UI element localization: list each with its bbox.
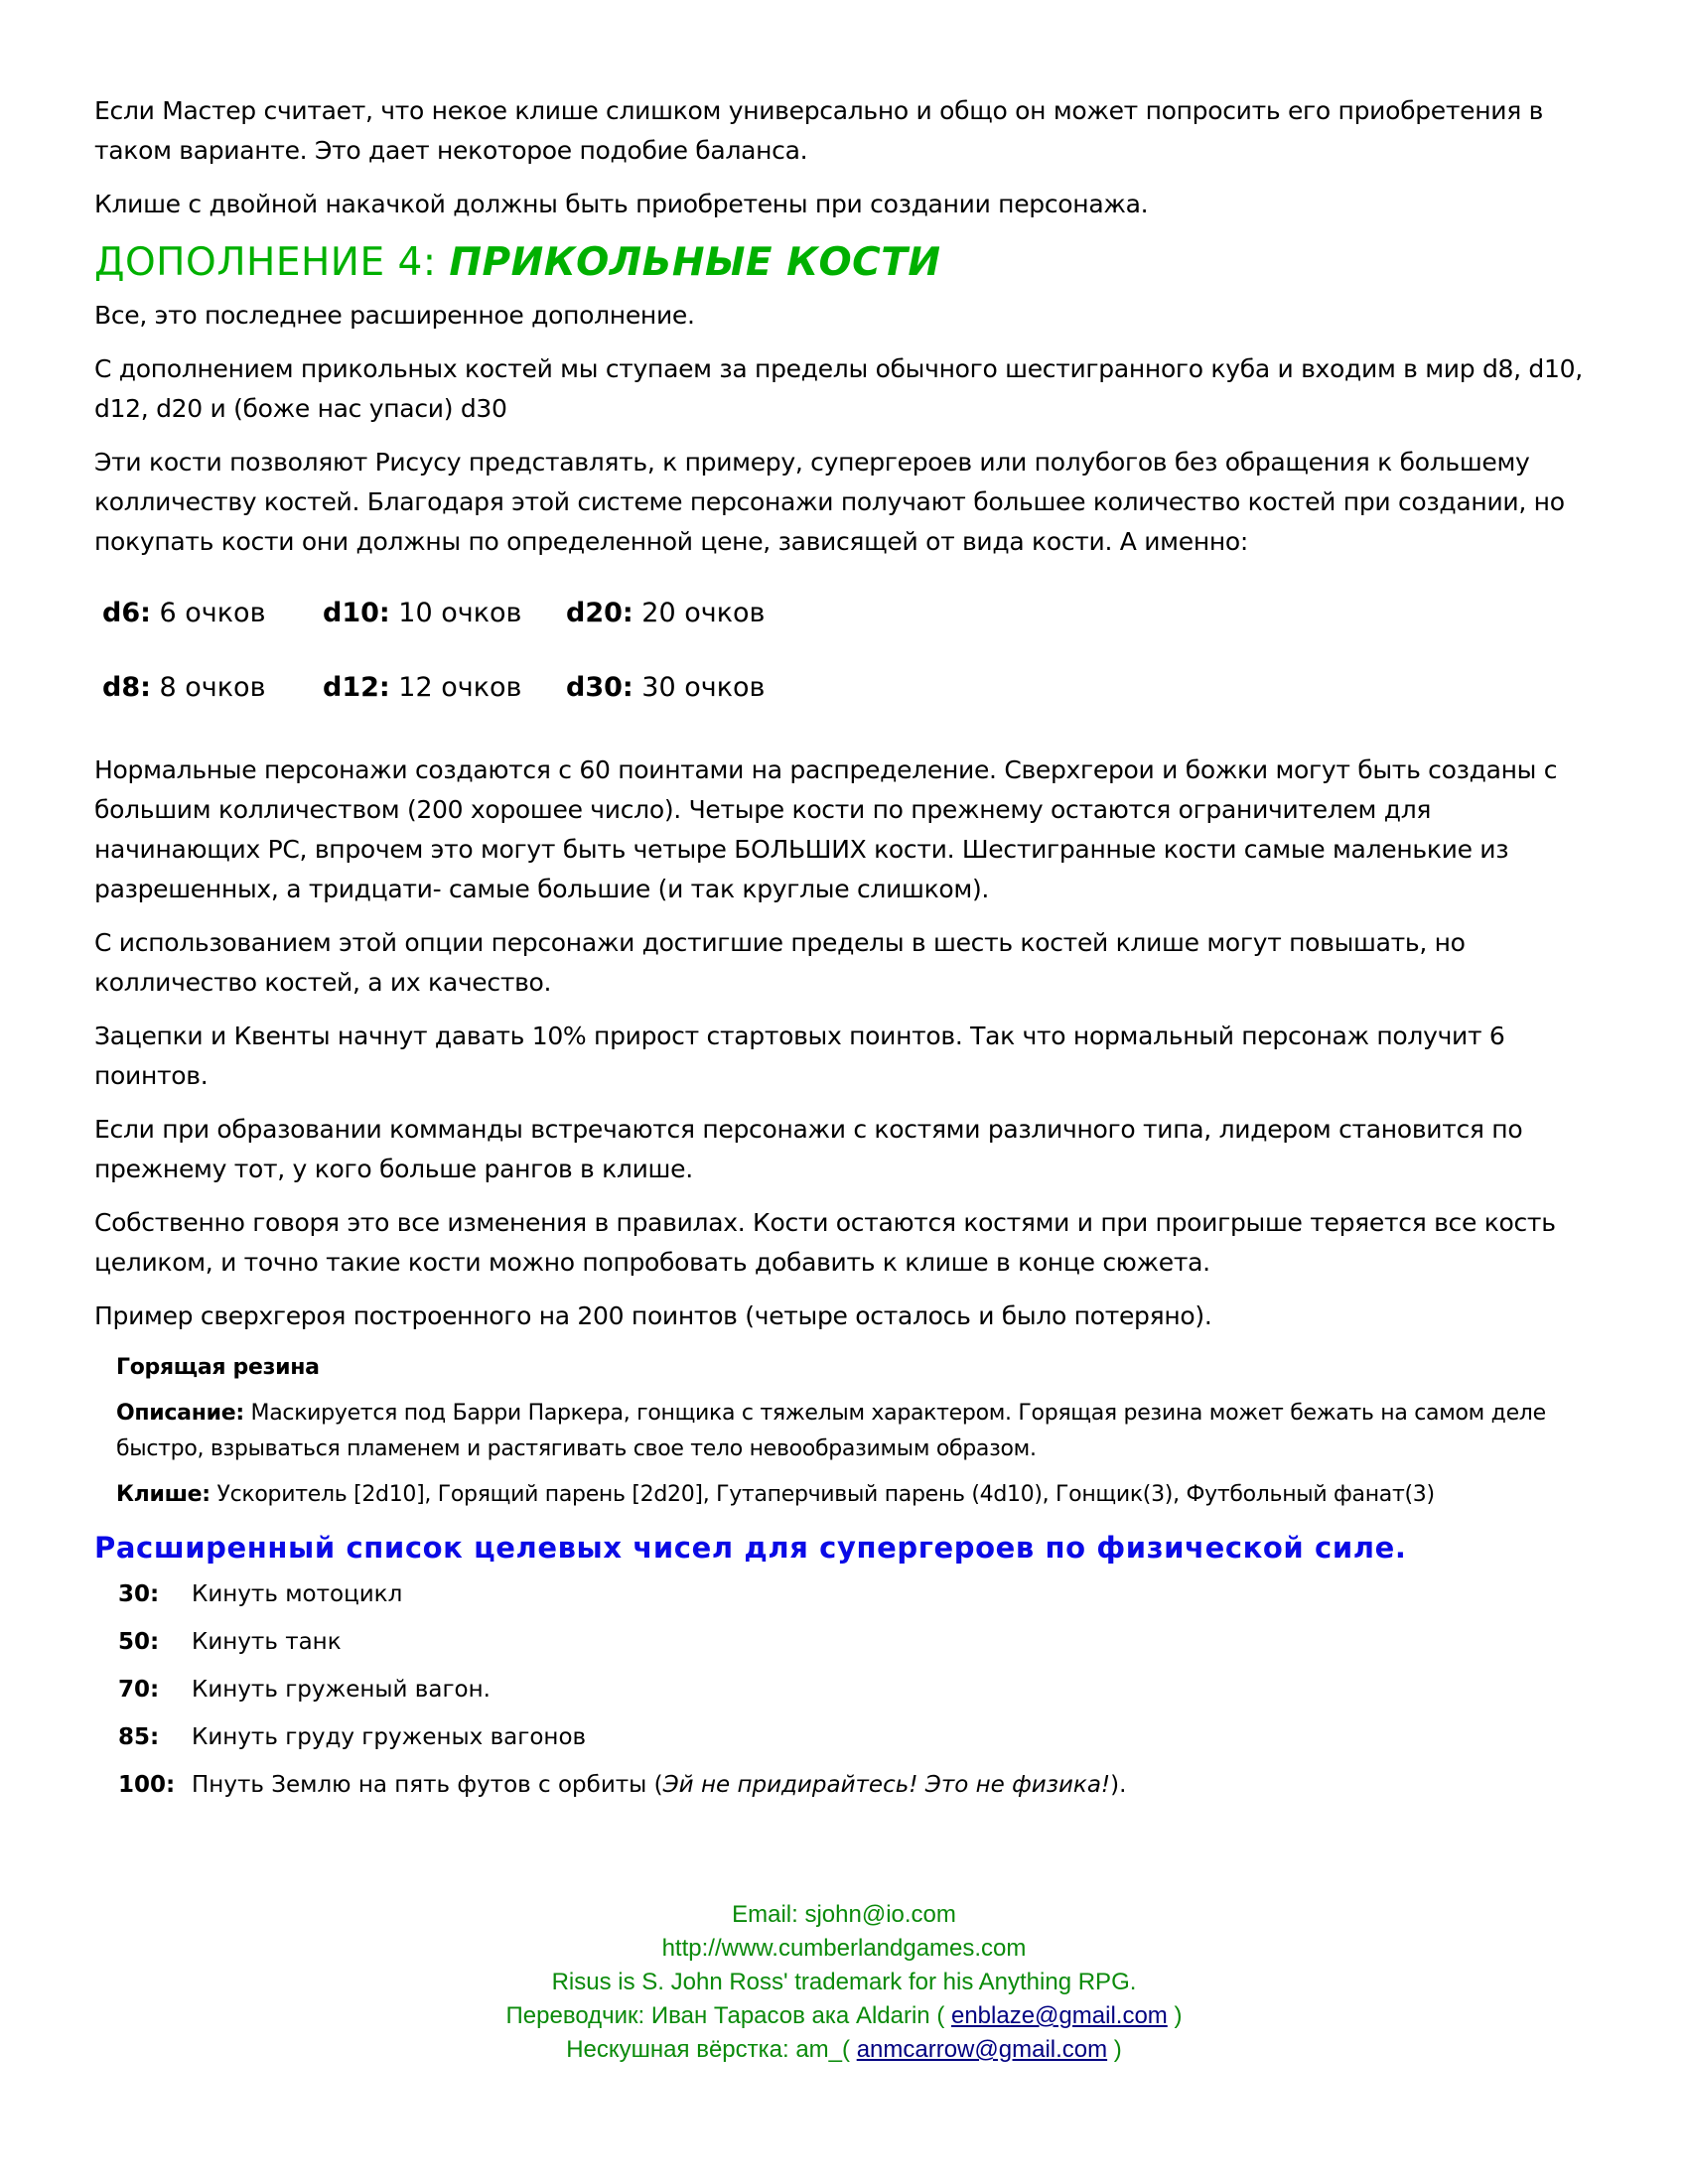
document-page xyxy=(94,91,1594,1809)
target-text xyxy=(192,1772,1126,1798)
die-cost: 6 очков xyxy=(150,598,266,628)
dice-cost-d12 xyxy=(323,672,566,703)
paragraph-normal-characters: Нормальные персонажи создаются с 60 поинтами на распределение. Сверхгерои и божки могут быть созданы с большим колличеством (200 хорошее число). Четыре кости по прежнему остаются ограничителем для начинающих PC, впрочем это могут быть четыре БОЛЬШИХ кости. Шестигранные кости самые маленькие из разрешенных, а тридцати- самые большие (и так круглые слишком). xyxy=(94,755,1558,903)
target-number: 85: xyxy=(118,1724,160,1750)
dice-cost-table xyxy=(102,576,1594,725)
paragraph-dice-cost-intro: Эти кости позволяют Рисусу представлять, к примеру, супергероев или полубогов без обращения к большему колличеству костей. Благодаря этой системе персонажи получают большее количество костей при создании, но покупать кости они должны по определенной цене, зависящей от вида кости. А именно: xyxy=(94,448,1565,556)
description-text: Маскируется под Барри Паркера, гонщика с тяжелым характером. Горящая резина может бежать на самом деле быстро, взрываться пламенем и растягивать свое тело невообразимым образом. xyxy=(116,1401,1546,1461)
die-label: d12: xyxy=(323,672,390,703)
paragraph-last-addon: Все, это последнее расширенное дополнение. xyxy=(94,301,695,330)
paragraph-dice-world: С дополнением прикольных костей мы ступаем за пределы обычного шестигранного куба и входим в мир d8, d10, d12, d20 и (боже нас упаси) d30 xyxy=(94,354,1583,423)
target-text-tail: ). xyxy=(1110,1772,1127,1798)
target-text-aside: Эй не придирайтесь! Это не физика! xyxy=(662,1772,1111,1798)
target-text-main: Пнуть Землю на пять футов с орбиты ( xyxy=(192,1772,663,1798)
translator-email-link[interactable]: enblaze@gmail.com xyxy=(950,2002,1168,2029)
dice-cost-d30 xyxy=(566,672,765,703)
footer-url: http://www.cumberlandgames.com xyxy=(661,1935,1027,1962)
paragraph-six-dice-limit: С использованием этой опции персонажи достигшие пределы в шесть костей клише могут повышать, но колличество костей, а их качество. xyxy=(94,928,1466,997)
dice-cost-d20 xyxy=(566,598,765,628)
translator-label: Переводчик: Иван Тарасов ака Aldarin ( xyxy=(505,2002,951,2029)
character-name: Горящая резина xyxy=(116,1355,320,1380)
layout-label: Нескушная вёрстка: am_( xyxy=(566,2036,857,2063)
die-label: d8: xyxy=(102,672,151,703)
targets-heading: Расширенный список целевых чисел для супергероев по физической силе. xyxy=(94,1531,1407,1565)
dice-cost-d8 xyxy=(102,672,323,703)
cliches-label: Клише: xyxy=(116,1482,211,1507)
character-cliches xyxy=(116,1477,1594,1513)
section-heading-title: ПРИКОЛЬНЫЕ КОСТИ xyxy=(449,240,941,285)
section-heading xyxy=(94,238,1594,288)
list-item xyxy=(118,1713,1594,1761)
paragraph-master-balance: Если Мастер считает, что некое клише слишком универсально и общо он может попросить его приобретения в таком варианте. Это дает некоторое подобие баланса. xyxy=(94,96,1544,165)
die-cost: 20 очков xyxy=(633,598,766,628)
dice-cost-d10 xyxy=(323,598,566,628)
footer-trademark: Risus is S. John Ross' trademark for his Anything RPG. xyxy=(551,1969,1137,1995)
target-text: Кинуть мотоцикл xyxy=(192,1581,403,1607)
list-item xyxy=(118,1666,1594,1713)
dice-cost-row xyxy=(102,576,1594,650)
page-footer xyxy=(0,1898,1688,2067)
die-label: d20: xyxy=(566,598,633,628)
character-description xyxy=(116,1396,1594,1467)
dice-cost-row xyxy=(102,650,1594,725)
layout-email-link[interactable]: anmcarrow@gmail.com xyxy=(856,2036,1108,2063)
die-cost: 10 очков xyxy=(389,598,522,628)
paragraph-hooks-tales: Зацепки и Квенты начнут давать 10% прирост стартовых поинтов. Так что нормальный персонаж получит 6 поинтов. xyxy=(94,1022,1505,1090)
target-number: 70: xyxy=(118,1677,160,1703)
target-text: Кинуть танк xyxy=(192,1629,342,1655)
paragraph-double-pump: Клише с двойной накачкой должны быть приобретены при создании персонажа. xyxy=(94,190,1149,218)
paragraph-team-leader: Если при образовании комманды встречаются персонажи с костями различного типа, лидером становится по прежнему тот, у кого больше рангов в клише. xyxy=(94,1115,1523,1183)
list-item xyxy=(118,1570,1594,1618)
paragraph-example-intro: Пример сверхгероя построенного на 200 поинтов (четыре осталось и было потеряно). xyxy=(94,1301,1212,1330)
list-item xyxy=(118,1618,1594,1666)
die-cost: 30 очков xyxy=(633,672,766,703)
target-text: Кинуть груду груженых вагонов xyxy=(192,1724,587,1750)
description-label: Описание: xyxy=(116,1401,244,1426)
paragraph-rule-changes: Собственно говоря это все изменения в правилах. Кости остаются костями и при проигрыше теряется все кость целиком, и точно такие кости можно попробовать добавить к клише в конце сюжета. xyxy=(94,1208,1556,1277)
target-text: Кинуть груженый вагон. xyxy=(192,1677,491,1703)
die-label: d6: xyxy=(102,598,151,628)
die-label: d30: xyxy=(566,672,633,703)
target-number-list xyxy=(118,1570,1594,1809)
list-item xyxy=(118,1761,1594,1809)
target-number: 30: xyxy=(118,1581,160,1607)
layout-suffix: ) xyxy=(1107,2036,1122,2063)
footer-layout xyxy=(0,2033,1688,2067)
section-heading-prefix: ДОПОЛНЕНИЕ 4: xyxy=(94,240,450,285)
footer-translator xyxy=(0,1999,1688,2033)
dice-cost-d6 xyxy=(102,598,323,628)
die-label: d10: xyxy=(323,598,390,628)
translator-suffix: ) xyxy=(1167,2002,1183,2029)
target-number: 100: xyxy=(118,1772,176,1798)
die-cost: 12 очков xyxy=(389,672,522,703)
character-example xyxy=(116,1350,1594,1513)
cliches-text: Ускоритель [2d10], Горящий парень [2d20], Гутаперчивый парень (4d10), Гонщик(3), Футбольный фанат(3) xyxy=(210,1482,1435,1507)
die-cost: 8 очков xyxy=(150,672,266,703)
target-number: 50: xyxy=(118,1629,160,1655)
footer-email: Email: sjohn@io.com xyxy=(732,1901,956,1928)
